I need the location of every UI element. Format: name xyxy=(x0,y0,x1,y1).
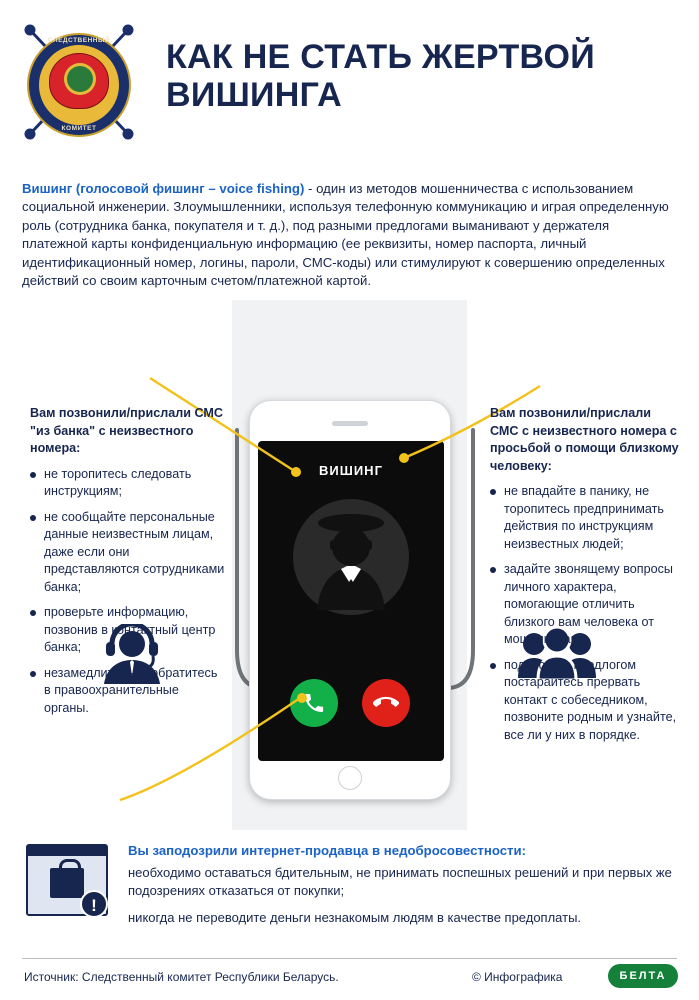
list-item: не впадайте в панику, не торопитесь предпринимать действия по инструкциям неизвестных людей; xyxy=(490,483,682,553)
browser-bar xyxy=(28,846,106,856)
screen-caller-label: ВИШИНГ xyxy=(319,463,383,478)
left-advice-block xyxy=(30,405,225,725)
bottom-advice-block xyxy=(0,838,699,948)
belta-logo: БЕЛТА xyxy=(608,964,678,988)
list-item: никогда не переводите деньги незнакомым людям в качестве предоплаты. xyxy=(128,909,582,925)
right-heading: Вам позвонили/прислали СМС с неизвестного номера с просьбой о помощи близкому человеку: xyxy=(490,406,679,473)
intro-text: - один из методов мошенничества с использованием социальной инженерии. Злоумышленники, используя телефонную коммуникацию и играя определенную роль (сотрудника банка, покупателя и т. д.), под разными предлогами выманивают у держателя платежной карты конфиденциальную информацию (ее реквизиты, номер паспорта, личный идентификационный номер, логины, пароли, СМС-коды) или стимулируют к совершению определенных действий со своим карточным счетом/платежной картой. xyxy=(22,181,669,289)
list-item: необходимо оставаться бдительным, не принимать поспешных решений и при первых же подозрениях отказаться от покупки; xyxy=(128,865,672,899)
intro-lead: Вишинг (голосовой фишинг – voice fishing) xyxy=(22,181,305,196)
copyright-text: © Инфографика xyxy=(472,970,563,984)
shopping-bag-icon xyxy=(50,868,84,898)
right-advice-list xyxy=(490,483,682,744)
exclamation-icon: ! xyxy=(80,890,108,918)
list-item: под любым предлогом постарайтесь прервать контакт с собеседником, позвоните родным и узнайте, все ли у них в порядке. xyxy=(490,657,682,745)
online-shop-warning-icon xyxy=(26,844,108,916)
intro-paragraph xyxy=(22,180,677,290)
investigative-committee-emblem-icon xyxy=(16,22,142,148)
page-title: КАК НЕ СТАТЬ ЖЕРТВОЙ ВИШИНГА xyxy=(166,38,596,114)
header xyxy=(0,0,699,150)
emblem-top-text: СЛЕДСТВЕННЫЙ xyxy=(47,37,110,44)
list-item: проверьте информацию, позвонив в контактный центр банка; xyxy=(30,604,225,657)
connector-dot xyxy=(291,467,301,477)
footer-divider xyxy=(22,958,677,959)
right-advice-block xyxy=(490,405,682,752)
left-advice-list xyxy=(30,466,225,718)
list-item: не торопитесь следовать инструкциям; xyxy=(30,466,225,501)
connector-dot xyxy=(399,453,409,463)
bottom-heading: Вы заподозрили интернет-продавца в недобросовестности: xyxy=(128,843,526,858)
list-item: не сообщайте персональные данные неизвестным лицам, даже если они представляются сотрудниками банка; xyxy=(30,509,225,597)
bottom-list xyxy=(128,864,680,935)
emblem-bottom-text: КОМИТЕТ xyxy=(61,125,97,132)
source-text: Источник: Следственный комитет Республики Беларусь. xyxy=(24,970,339,984)
list-item: задайте звонящему вопросы личного характера, помогающие отличить близкого вам человека от мошенника; xyxy=(490,561,682,649)
connector-dot xyxy=(297,693,307,703)
list-item: незамедлительно обратитесь в правоохранительные органы. xyxy=(30,665,225,718)
footer xyxy=(0,958,699,1000)
left-heading: Вам позвонили/прислали СМС "из банка" с неизвестного номера: xyxy=(30,406,223,455)
